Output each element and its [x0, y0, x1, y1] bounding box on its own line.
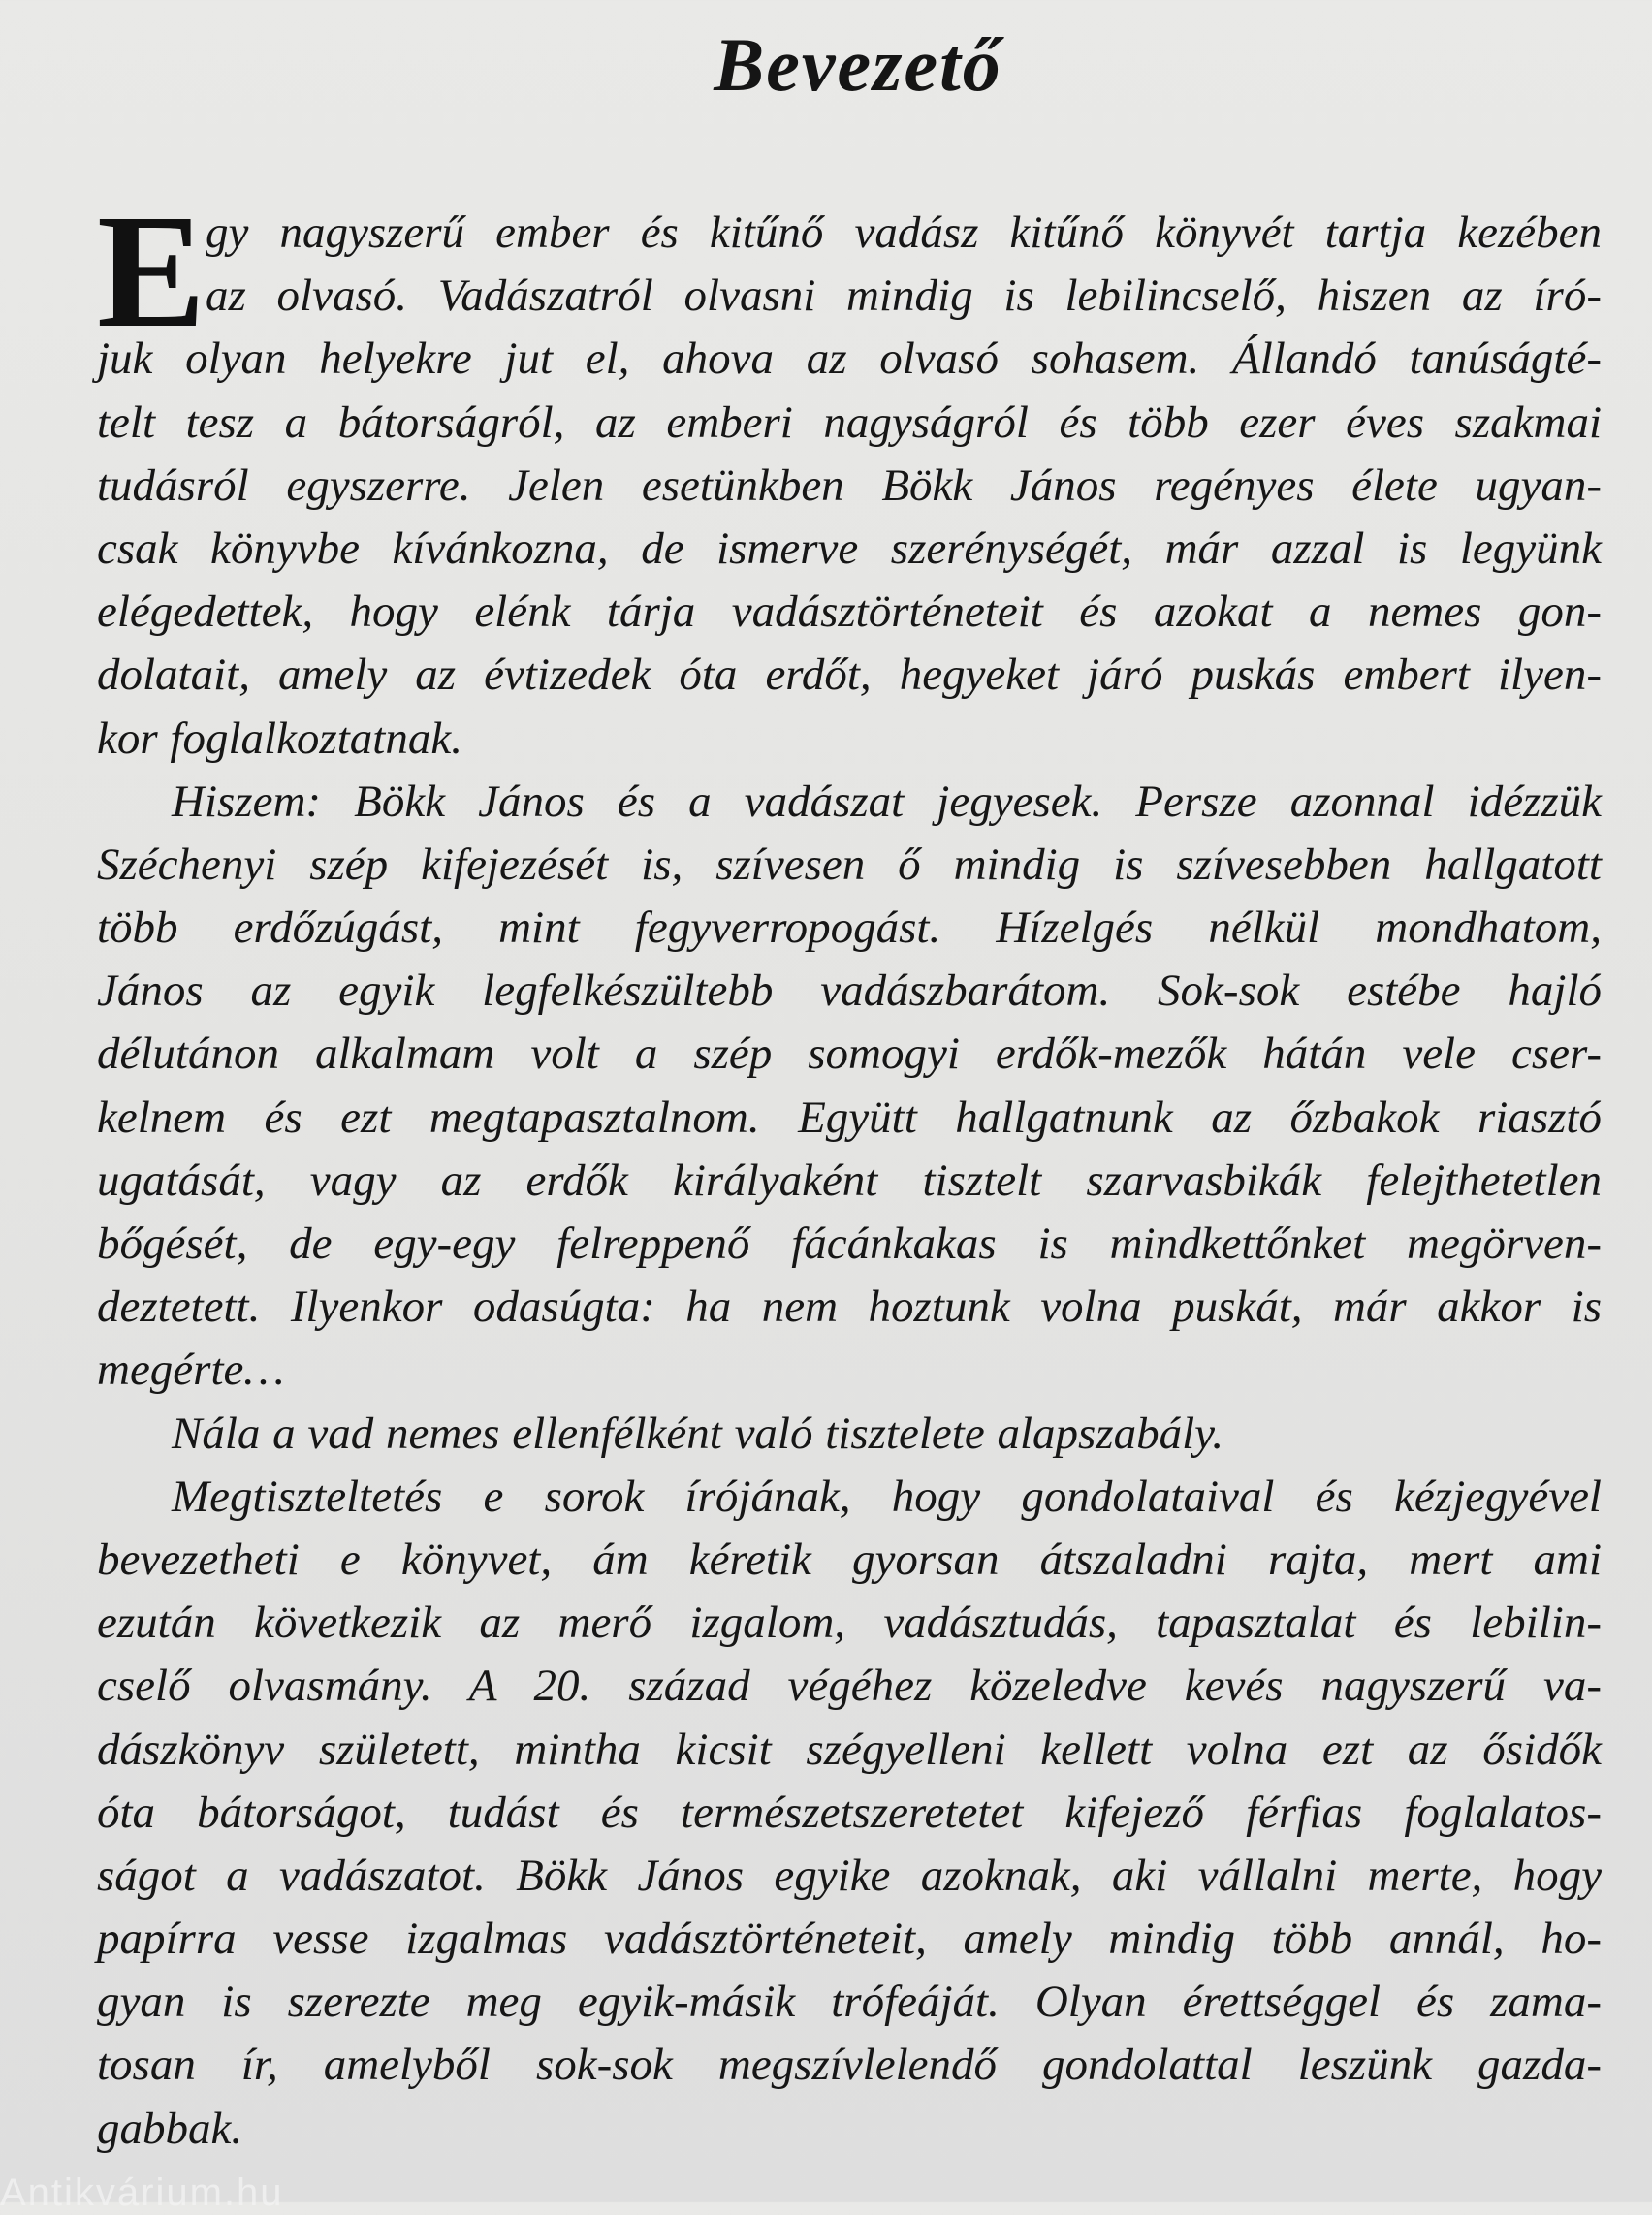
text-line: tosan ír, amelyből sok-sok megszívlelendő gondolattal leszünk gazda-	[97, 2040, 1602, 2091]
text-line: kelnem és ezt megtapasztalnom. Együtt hallgatnunk az őzbakok riasztó	[97, 1092, 1602, 1143]
text-line: Megtiszteltetés e sorok írójának, hogy gondolataival és kézjegyével	[172, 1471, 1602, 1522]
text-line: gy nagyszerű ember és kitűnő vadász kitűnő könyvét tartja kezében	[206, 207, 1602, 258]
text-line: ugatását, vagy az erdők királyaként tisztelt szarvasbikák felejthetetlen	[97, 1155, 1602, 1206]
text-line: telt tesz a bátorságról, az emberi nagyságról és több ezer éves szakmai	[97, 396, 1602, 448]
text-line: juk olyan helyekre jut el, ahova az olvasó sohasem. Állandó tanúságté-	[97, 333, 1602, 385]
text-line: papírra vesse izgalmas vadásztörténeteit, amely mindig több annál, ho-	[97, 1914, 1602, 1965]
text-line: cselő olvasmány. A 20. század végéhez közeledve kevés nagyszerű va-	[97, 1661, 1602, 1712]
text-line: gabbak.	[97, 2103, 243, 2154]
text-line: Nála a vad nemes ellenfélként való tisztelete alapszabály.	[172, 1408, 1224, 1459]
text-line: deztetett. Ilyenkor odasúgta: ha nem hoztunk volna puskát, már akkor is	[97, 1282, 1602, 1333]
text-line: ezután következik az merő izgalom, vadásztudás, tapasztalat és lebilin-	[97, 1598, 1602, 1649]
text-line: gyan is szerezte meg egyik-másik trófeáját. Olyan érettséggel és zama-	[97, 1977, 1602, 2028]
drop-cap: E	[97, 181, 206, 362]
text-line: kor foglalkoztatnak.	[97, 712, 462, 764]
text-line: délutánon alkalmam volt a szép somogyi erdők-mezők hátán vele cser-	[97, 1028, 1602, 1080]
text-line: csak könyvbe kívánkozna, de ismerve szerénységét, már azzal is legyünk	[97, 522, 1602, 574]
text-line: Széchenyi szép kifejezését is, szívesen ő mindig is szívesebben hallgatott	[97, 839, 1602, 890]
text-line: az olvasó. Vadászatról olvasni mindig is lebilincselő, hiszen az író-	[206, 270, 1602, 322]
text-line: bevezetheti e könyvet, ám kéretik gyorsan átszaladni rajta, mert ami	[97, 1534, 1602, 1585]
text-line: dászkönyv született, mintha kicsit szégyelleni kellett volna ezt az ősidők	[97, 1724, 1602, 1775]
text-line: ságot a vadászatot. Bökk János egyike azoknak, aki vállalni merte, hogy	[97, 1850, 1602, 1901]
watermark: Antikvárium.hu	[0, 2171, 284, 2214]
text-line: megérte…	[97, 1345, 285, 1396]
page-title: Bevezető	[714, 22, 1002, 107]
text-line: dolatait, amely az évtizedek óta erdőt, hegyeket járó puskás embert ilyen-	[97, 649, 1602, 701]
text-line: Hiszem: Bökk János és a vadászat jegyesek. Persze azonnal idézzük	[172, 775, 1602, 827]
text-line: óta bátorságot, tudást és természetszeretetet kifejező férfias foglalatos-	[97, 1787, 1602, 1838]
text-line: tudásról egyszerre. Jelen esetünkben Bökk János regényes élete ugyan-	[97, 459, 1602, 511]
text-line: elégedettek, hogy elénk tárja vadásztörténeteit és azokat a nemes gon-	[97, 586, 1602, 638]
text-line: több erdőzúgást, mint fegyverropogást. Hízelgés nélkül mondhatom,	[97, 902, 1602, 954]
text-line: bőgését, de egy-egy felreppenő fácánkakas is mindkettőnket megörven-	[97, 1218, 1602, 1269]
body-text	[97, 202, 1602, 2161]
text-line: János az egyik legfelkészültebb vadászbarátom. Sok-sok estébe hajló	[97, 965, 1602, 1017]
